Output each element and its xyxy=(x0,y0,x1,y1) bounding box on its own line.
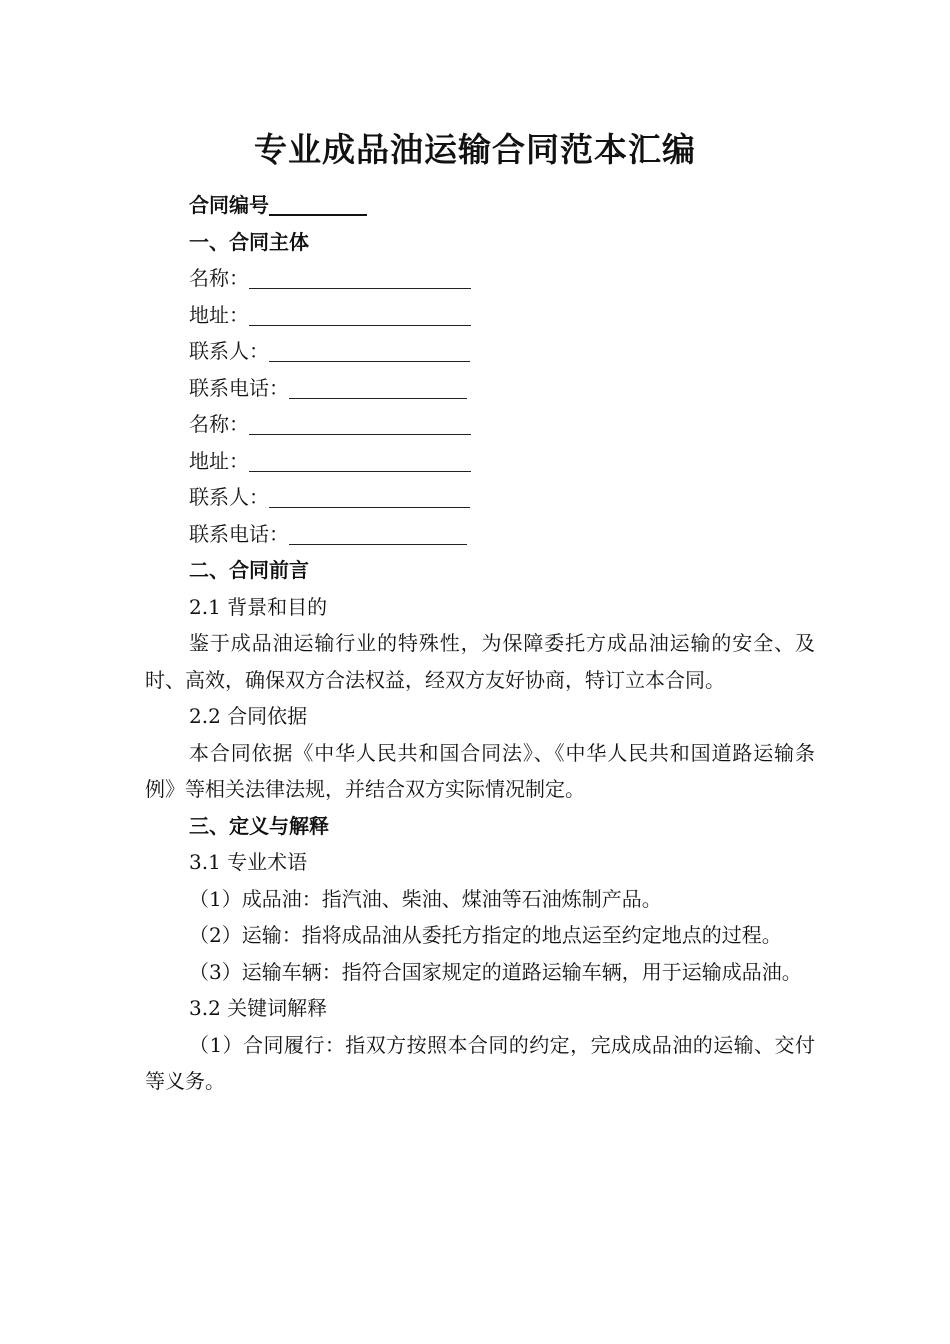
section3-heading: 三、定义与解释 xyxy=(189,813,329,838)
party-b-name-line xyxy=(145,406,815,443)
section2-sub1-paragraph: 鉴于成品油运输行业的特殊性，为保障委托方成品油运输的安全、及时、高效，确保双方合法权益，经双方友好协商，特订立本合同。 xyxy=(145,631,815,692)
party-a-address-label: 地址： xyxy=(189,302,249,327)
party-b-address-line xyxy=(145,443,815,480)
party-a-name-label: 名称： xyxy=(189,266,249,290)
term-item: （2）运输：指将成品油从委托方指定的地点运至约定地点的过程。 xyxy=(189,923,782,947)
section2-sub2-paragraph: 本合同依据《中华人民共和国合同法》、《中华人民共和国道路运输条例》等相关法律法规，并结合双方实际情况制定。 xyxy=(145,740,815,801)
document-title: 专业成品油运输合同范本汇编 xyxy=(254,130,696,169)
party-b-phone-label: 联系电话： xyxy=(189,521,289,546)
contract-number-blank[interactable] xyxy=(269,190,367,216)
keyword-item: （1）合同履行：指双方按照本合同的约定，完成成品油的运输、交付等义务。 xyxy=(145,1032,815,1093)
party-a-contact-blank[interactable] xyxy=(269,337,470,362)
section2-heading: 二、合同前言 xyxy=(189,558,309,582)
section3-sub1-title: 3.1 专业术语 xyxy=(189,850,308,874)
contract-number-line xyxy=(145,187,815,224)
party-a-address-line xyxy=(145,297,815,334)
party-b-phone-line xyxy=(145,516,815,553)
party-b-name-blank[interactable] xyxy=(249,410,471,435)
party-b-phone-blank[interactable] xyxy=(289,520,467,545)
party-a-address-blank[interactable] xyxy=(249,301,471,326)
section2-sub2-title: 2.2 合同依据 xyxy=(189,704,308,728)
term-item: （3）运输车辆：指符合国家规定的道路运输车辆，用于运输成品油。 xyxy=(189,959,802,984)
party-a-name-line xyxy=(145,260,815,297)
party-b-address-label: 地址： xyxy=(189,448,249,473)
party-b-contact-label: 联系人： xyxy=(189,485,269,509)
party-a-phone-line xyxy=(145,370,815,407)
party-b-name-label: 名称： xyxy=(189,412,249,436)
party-b-contact-blank[interactable] xyxy=(269,483,470,508)
term-item: （1）成品油：指汽油、柴油、煤油等石油炼制产品。 xyxy=(189,886,662,911)
section2-sub1-title: 2.1 背景和目的 xyxy=(189,594,328,619)
party-a-contact-line xyxy=(145,333,815,370)
document-body xyxy=(145,187,815,1100)
section1-heading: 一、合同主体 xyxy=(189,229,309,254)
party-a-phone-blank[interactable] xyxy=(289,374,467,399)
contract-number-label: 合同编号 xyxy=(189,193,269,217)
party-b-address-blank[interactable] xyxy=(249,447,471,472)
party-b-contact-line xyxy=(145,479,815,516)
party-a-contact-label: 联系人： xyxy=(189,339,269,363)
section3-sub2-title: 3.2 关键词解释 xyxy=(189,996,328,1020)
party-a-name-blank[interactable] xyxy=(249,264,471,289)
party-a-phone-label: 联系电话： xyxy=(189,375,289,400)
